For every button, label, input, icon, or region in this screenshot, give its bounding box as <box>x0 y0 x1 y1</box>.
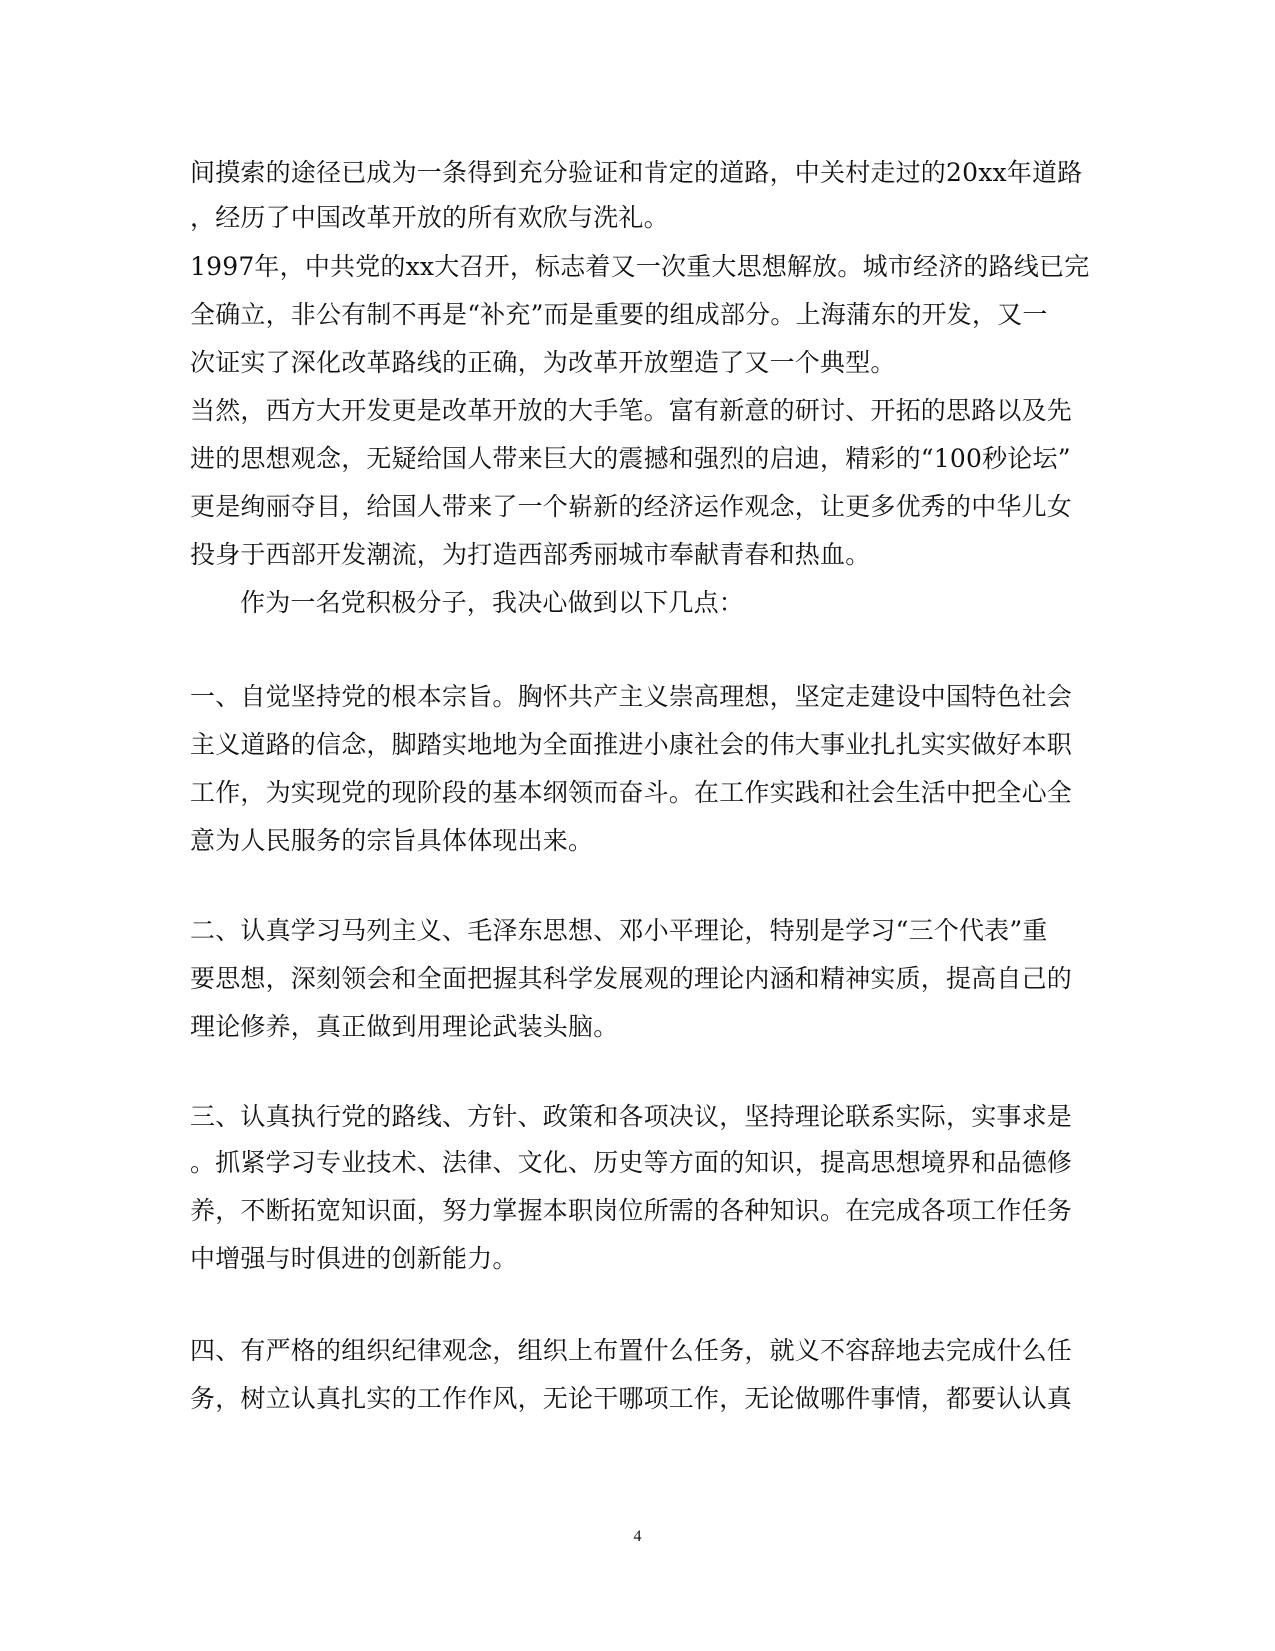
text-line: 三、认真执行党的路线、方针、政策和各项决议，坚持理论联系实际，实事求是 <box>190 1102 1073 1131</box>
text-line: 次证实了深化改革路线的正确，为改革开放塑造了又一个典型。 <box>190 348 896 377</box>
text-line: 二、认真学习马列主义、毛泽东思想、邓小平理论，特别是学习“三个代表”重 <box>190 916 1048 945</box>
text-line: 四、有严格的组织纪律观念，组织上布置什么任务，就义不容辞地去完成什么任 <box>190 1336 1073 1365</box>
text-line: 务，树立认真扎实的工作作风，无论干哪项工作，无论做哪件事情，都要认认真 <box>190 1384 1073 1413</box>
text-line: 当然，西方大开发更是改革开放的大手笔。富有新意的研讨、开拓的思路以及先 <box>190 396 1073 425</box>
text-line: 养，不断拓宽知识面，努力掌握本职岗位所需的各种知识。在完成各项工作任务 <box>190 1196 1073 1225</box>
text-line: 工作，为实现党的现阶段的基本纲领而奋斗。在工作实践和社会生活中把全心全 <box>190 778 1073 807</box>
text-line: 一、自觉坚持党的根本宗旨。胸怀共产主义崇高理想，坚定走建设中国特色社会 <box>190 682 1073 711</box>
text-line: 投身于西部开发潮流，为打造西部秀丽城市奉献青春和热血。 <box>190 540 871 569</box>
text-line-indented: 作为一名党积极分子，我决心做到以下几点： <box>240 588 745 617</box>
text-line: 主义道路的信念，脚踏实地地为全面推进小康社会的伟大事业扎扎实实做好本职 <box>190 730 1073 759</box>
text-line: 1997年，中共党的xx大召开，标志着又一次重大思想解放。城市经济的路线已完 <box>190 252 1090 281</box>
text-line: 中增强与时俱进的创新能力。 <box>190 1244 518 1273</box>
text-line: 要思想，深刻领会和全面把握其科学发展观的理论内涵和精神实质，提高自己的 <box>190 964 1073 993</box>
text-line: ，经历了中国改革开放的所有欢欣与洗礼。 <box>190 203 669 232</box>
text-line: 更是绚丽夺目，给国人带来了一个崭新的经济运作观念，让更多优秀的中华儿女 <box>190 492 1073 521</box>
page-number: 4 <box>633 1528 642 1545</box>
text-line: 。抓紧学习专业技术、法律、文化、历史等方面的知识，提高思想境界和品德修 <box>190 1148 1073 1177</box>
text-line: 意为人民服务的宗旨具体体现出来。 <box>190 826 594 855</box>
text-line: 理论修养，真正做到用理论武装头脑。 <box>190 1012 619 1041</box>
text-line: 进的思想观念，无疑给国人带来巨大的震撼和强烈的启迪，精彩的“100秒论坛” <box>190 444 1071 473</box>
text-line: 全确立，非公有制不再是“补充”而是重要的组成部分。上海蒲东的开发，又一 <box>190 300 1048 329</box>
text-line: 间摸索的途径已成为一条得到充分验证和肯定的道路，中关村走过的20xx年道路 <box>190 158 1083 187</box>
